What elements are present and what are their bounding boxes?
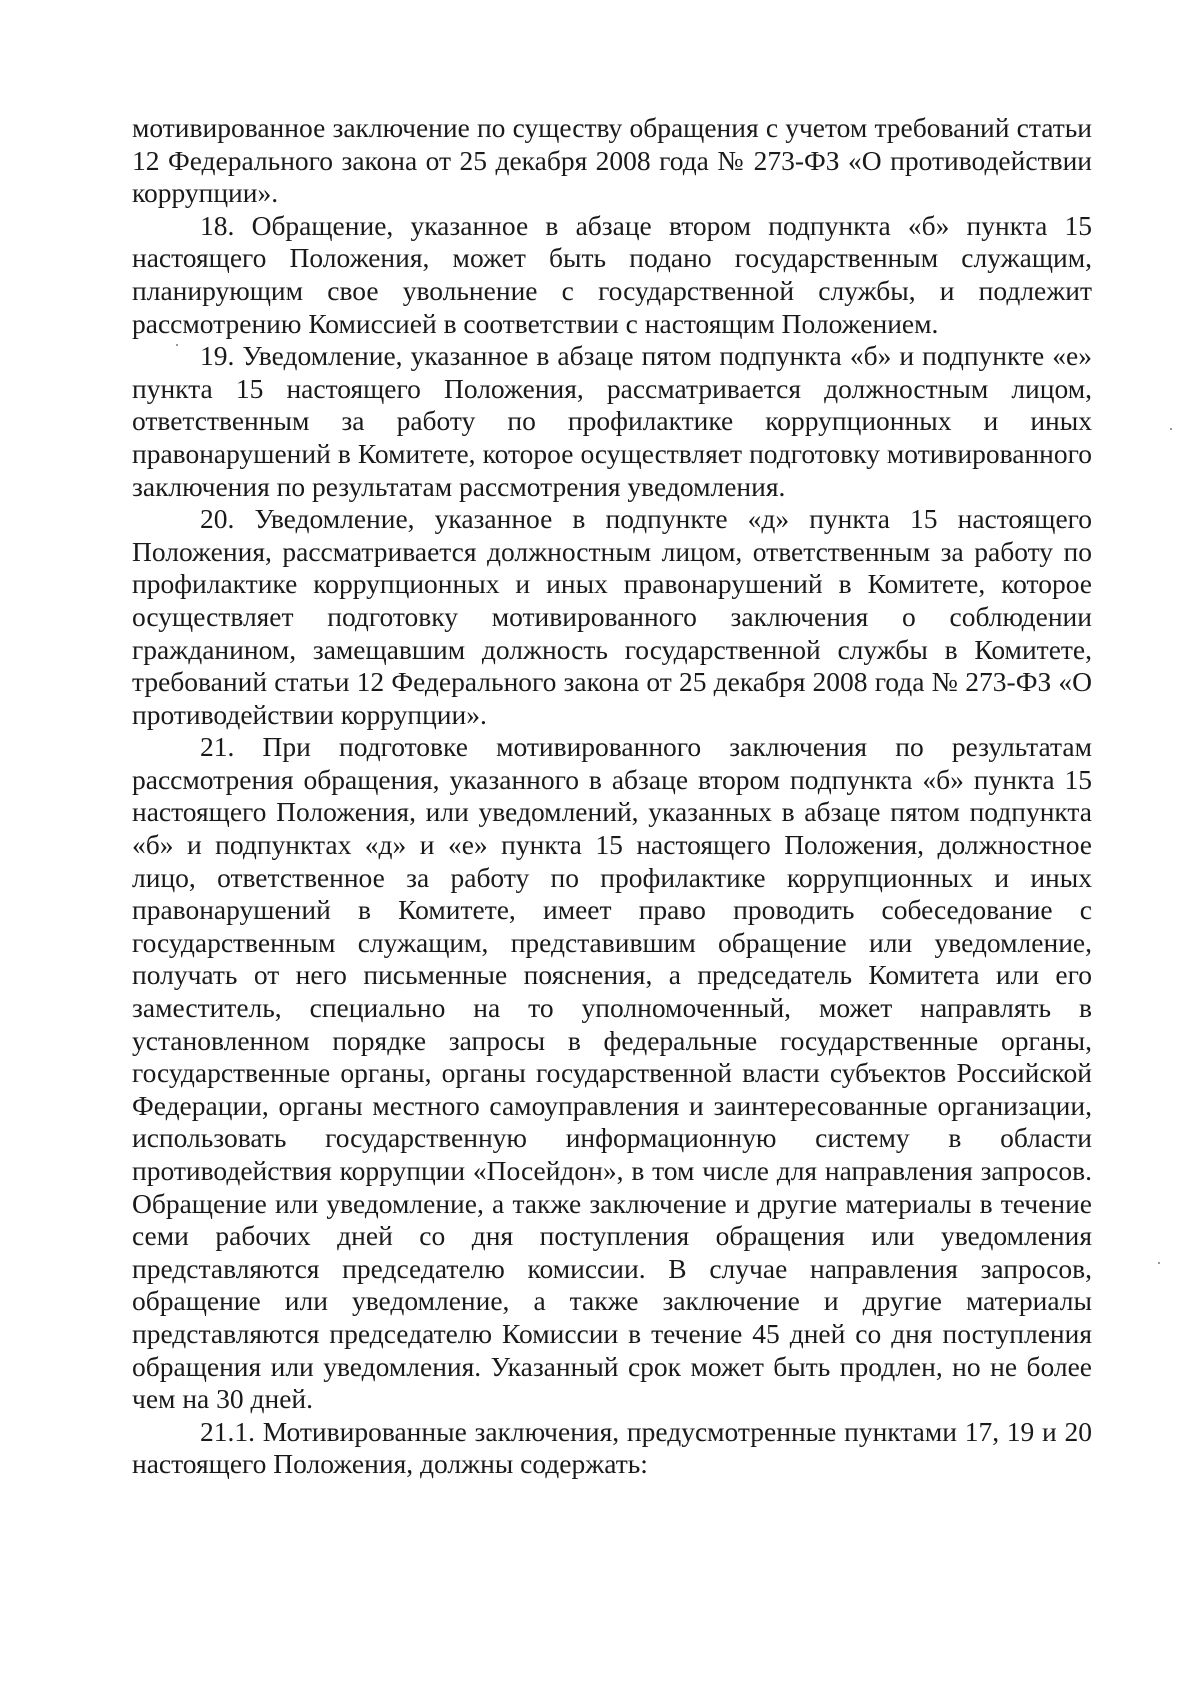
- scan-speck: [1170, 428, 1172, 430]
- paragraph-18: 18. Обращение, указанное в абзаце втором подпункта «б» пункта 15 настоящего Положения, может быть подано государственным служащим, планирующим свое увольнение с государственной службы, и подлежит рассмотрению Комиссией в соответствии с настоящим Положением.: [132, 209, 1092, 339]
- paragraph-19: 19. Уведомление, указанное в абзаце пятом подпункта «б» и подпункте «е» пункта 15 настоящего Положения, рассматривается должностным лицом, ответственным за работу по профилактике коррупционных и иных правонарушений в Комитете, которое осуществляет подготовку мотивированного заключения по результатам рассмотрения уведомления.: [132, 340, 1092, 502]
- paragraph-21: 21. При подготовке мотивированного заключения по результатам рассмотрения обращения, указанного в абзаце втором подпункта «б» пункта 15 настоящего Положения, или уведомлений, указанных в абзаце пятом подпункта «б» и подпунктах «д» и «е» пункта 15 настоящего Положения, должностное лицо, ответственное за работу по профилактике коррупционных и иных правонарушений в Комитете, имеет право проводить собеседование с государственным служащим, представившим обращение или уведомление, получать от него письменные пояснения, а председатель Комитета или его заместитель, специально на то уполномоченный, может направлять в установленном порядке запросы в федеральные государственные органы, государственные органы, органы государственной власти субъектов Российской Федерации, органы местного самоуправления и заинтересованные организации, использовать государственную информационную систему в области противодействия коррупции «Посейдон», в том числе для направления запросов. Обращение или уведомление, а также заключение и другие материалы в течение семи рабочих дней со дня поступления обращения или уведомления представляются председателю комиссии. В случае направления запросов, обращение или уведомление, а также заключение и другие материалы представляются председателю Комиссии в течение 45 дней со дня поступления обращения или уведомления. Указанный срок может быть продлен, но не более чем на 30 дней.: [132, 731, 1092, 1415]
- paragraph-21-1: 21.1. Мотивированные заключения, предусмотренные пунктами 17, 19 и 20 настоящего Положения, должны содержать:: [132, 1415, 1092, 1480]
- paragraph-20: 20. Уведомление, указанное в подпункте «д» пункта 15 настоящего Положения, рассматривается должностным лицом, ответственным за работу по профилактике коррупционных и иных правонарушений в Комитете, которое осуществляет подготовку мотивированного заключения о соблюдении гражданином, замещавшим должность государственной службы в Комитете, требований статьи 12 Федерального закона от 25 декабря 2008 года № 273-ФЗ «О противодействии коррупции».: [132, 503, 1092, 730]
- paragraph-continuation: мотивированное заключение по существу обращения с учетом требований статьи 12 Федерального закона от 25 декабря 2008 года № 273-ФЗ «О противодействии коррупции».: [132, 112, 1092, 209]
- scan-speck: [1158, 1262, 1160, 1264]
- scan-speck: [176, 344, 178, 346]
